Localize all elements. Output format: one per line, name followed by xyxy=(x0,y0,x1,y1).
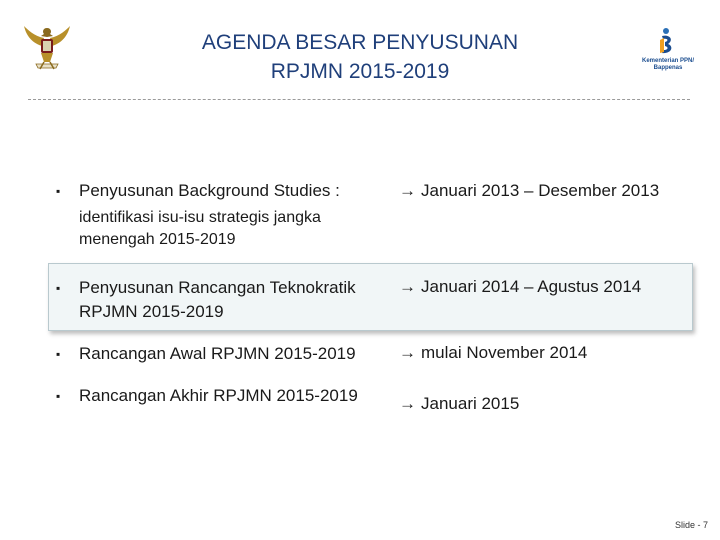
agenda-period xyxy=(399,342,587,364)
agenda-period-text: Januari 2013 – Desember 2013 xyxy=(421,181,660,200)
logo-caption-line1: Kementerian PPN/ xyxy=(641,58,695,64)
agenda-period-text: Januari 2015 xyxy=(421,394,520,413)
agenda-item-label: Penyusunan Background Studies : xyxy=(79,181,340,200)
slide-number: Slide - 7 xyxy=(674,520,708,530)
agenda-period xyxy=(399,393,519,415)
agenda-item-label: Rancangan Awal RPJMN 2015-2019 xyxy=(79,344,356,363)
agenda-item-detail xyxy=(79,207,321,251)
agenda-item-detail xyxy=(79,301,224,323)
agenda-item-detail-line2: menengah 2015-2019 xyxy=(79,231,236,248)
bullet-icon: ▪ xyxy=(56,347,61,361)
agenda-item-detail-line1: identifikasi isu-isu strategis jangka xyxy=(79,209,321,226)
bullet-icon: ▪ xyxy=(56,184,61,198)
agenda-period-text: mulai November 2014 xyxy=(421,343,588,362)
title-line-1: AGENDA BESAR PENYUSUNAN xyxy=(201,31,519,54)
arrow-right-icon: → xyxy=(399,343,416,362)
title-line-2: RPJMN 2015-2019 xyxy=(270,60,450,83)
agenda-period xyxy=(399,180,659,202)
header-divider xyxy=(28,99,690,100)
agenda-item-label: Rancangan Akhir RPJMN 2015-2019 xyxy=(79,386,358,405)
logo-caption xyxy=(640,58,696,72)
bullet-icon: ▪ xyxy=(56,389,61,403)
logo-caption-line2: Bappenas xyxy=(653,65,683,71)
agenda-item-label: Penyusunan Rancangan Teknokratik xyxy=(79,278,356,297)
bappenas-logo-icon xyxy=(640,26,696,58)
arrow-right-icon: → xyxy=(399,181,416,200)
agenda-period xyxy=(399,276,641,298)
page-title xyxy=(150,28,570,86)
arrow-right-icon: → xyxy=(399,277,416,296)
agenda-item-detail-line1: RPJMN 2015-2019 xyxy=(79,302,224,321)
bappenas-logo xyxy=(640,26,696,82)
arrow-right-icon: → xyxy=(399,394,416,413)
garuda-emblem-icon xyxy=(22,22,72,74)
agenda-period-text: Januari 2014 – Agustus 2014 xyxy=(421,277,642,296)
bullet-icon: ▪ xyxy=(56,281,61,295)
